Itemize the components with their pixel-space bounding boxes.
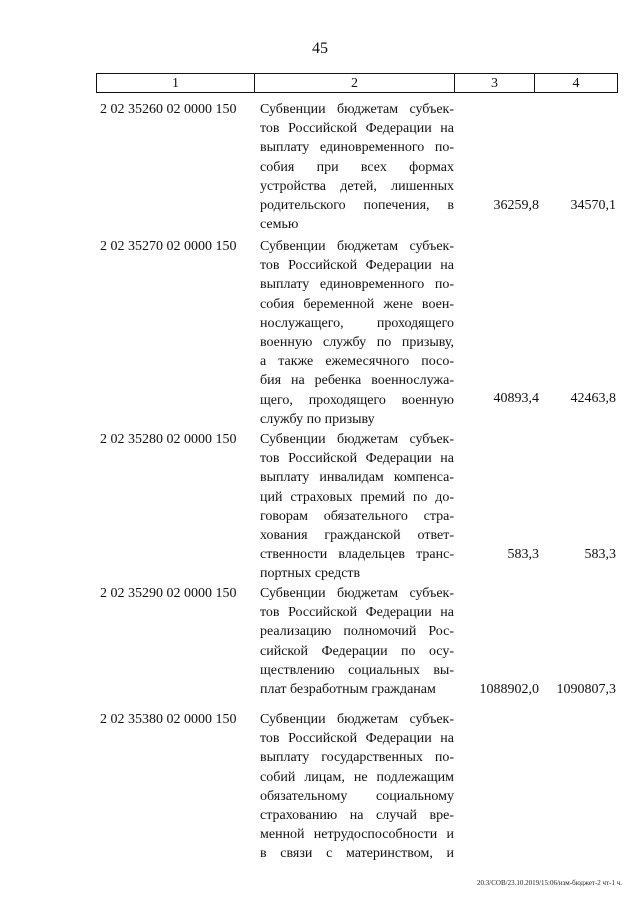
description-line: тов Российской Федерации на [260, 451, 454, 467]
description-line: щего, проходящего военную [260, 392, 454, 408]
description-line: нослужащего, проходящего [260, 315, 454, 331]
description-line: родительского попечения, в [260, 197, 454, 213]
description-line: военную службу по призыву, [260, 334, 454, 350]
footer-note: 20.3/СОВ/23.10.2019/15:06/изм-бюджет-2 чт-1 ч. [477, 879, 622, 887]
description-line: менной нетрудоспособности и [260, 827, 454, 843]
row-description [260, 710, 454, 864]
description-line: плат безработным гражданам [260, 681, 436, 697]
description-line: говорам обязательного стра- [260, 508, 454, 524]
description-line: бия на ребенка военнослужа- [260, 373, 454, 389]
description-line: сийской Федерации по осу- [260, 643, 454, 659]
row-value-col4: 583,3 [584, 547, 616, 562]
description-line: Субвенции бюджетам субъек- [260, 586, 454, 601]
description-line: тов Российской Федерации на [260, 731, 454, 747]
header-col-2: 2 [255, 74, 455, 92]
description-line: ственности владельцев транс- [260, 547, 454, 563]
description-line: в связи с материнством, и [260, 846, 454, 862]
row-description [260, 237, 454, 429]
row-code: 2 02 35270 02 0000 150 [100, 239, 237, 254]
description-line: Субвенции бюджетам субъек- [260, 432, 454, 447]
description-line: ществлению социальных вы- [260, 662, 454, 678]
description-line: Субвенции бюджетам субъек- [260, 102, 454, 117]
description-line: ций страховых премий по до- [260, 489, 454, 505]
description-line: хования гражданской ответ- [260, 527, 454, 543]
table-header [96, 73, 618, 93]
description-line: страхованию на случай вре- [260, 807, 454, 823]
description-line: выплату единовременного по- [260, 140, 454, 156]
description-line: тов Российской Федерации на [260, 258, 454, 274]
description-line: выплату государственных по- [260, 750, 454, 766]
description-line: тов Российской Федерации на [260, 121, 454, 137]
description-line: устройства детей, лишенных [260, 178, 454, 194]
row-value-col3: 36259,8 [493, 198, 539, 213]
description-line: собий лицам, не подлежащим [260, 769, 454, 785]
row-code: 2 02 35280 02 0000 150 [100, 432, 237, 447]
description-line: собия беременной жене воен- [260, 296, 454, 312]
description-line: Субвенции бюджетам субъек- [260, 239, 454, 254]
description-line: реализацию полномочий Рос- [260, 624, 454, 640]
description-line: выплату инвалидам компенса- [260, 470, 454, 486]
row-description [260, 100, 454, 234]
table-row [0, 710, 640, 870]
row-value-col3: 40893,4 [493, 391, 539, 406]
table-row [0, 237, 640, 427]
row-description [260, 584, 454, 699]
table-row [0, 584, 640, 697]
header-col-3: 3 [455, 74, 535, 92]
description-line: а также ежемесячного посо- [260, 354, 454, 370]
row-description [260, 430, 454, 584]
row-value-col3: 1088902,0 [479, 682, 539, 697]
table-row [0, 100, 640, 233]
description-line: Субвенции бюджетам субъек- [260, 712, 454, 727]
row-code: 2 02 35380 02 0000 150 [100, 712, 237, 727]
description-line: обязательному социальному [260, 788, 454, 804]
row-code: 2 02 35290 02 0000 150 [100, 586, 237, 601]
description-line: выплату единовременного по- [260, 277, 454, 293]
description-line: собия при всех формах [260, 159, 454, 175]
header-col-1: 1 [97, 74, 255, 92]
description-line: портных средств [260, 566, 361, 582]
description-line: службу по призыву [260, 411, 375, 427]
page-number: 45 [312, 40, 328, 57]
header-col-4: 4 [572, 76, 580, 91]
description-line: тов Российской Федерации на [260, 605, 454, 621]
row-value-col4: 42463,8 [570, 391, 616, 406]
row-value-col4: 1090807,3 [556, 682, 616, 697]
row-code: 2 02 35260 02 0000 150 [100, 102, 237, 117]
row-value-col4: 34570,1 [570, 198, 616, 213]
row-value-col3: 583,3 [507, 547, 539, 562]
description-line: семью [260, 217, 299, 233]
table-row [0, 430, 640, 582]
